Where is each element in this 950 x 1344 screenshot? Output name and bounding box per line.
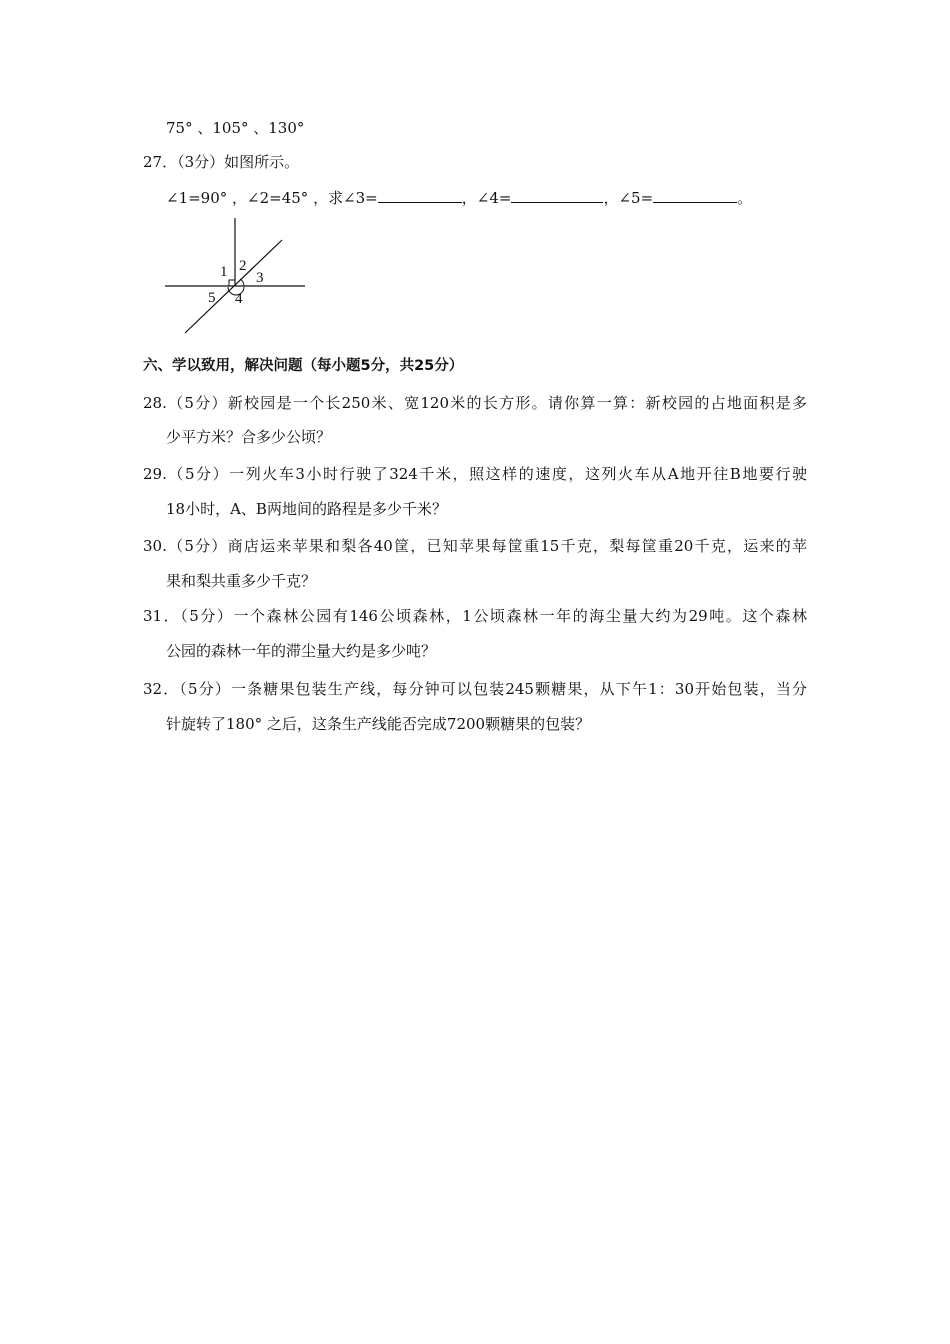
question-30-line2: 果和梨共重多少千克？: [166, 572, 317, 590]
label-2: 2: [239, 258, 247, 274]
angle-5-text: ，∠5=: [603, 189, 654, 207]
label-3: 3: [256, 270, 264, 286]
angle-4-blank[interactable]: [511, 188, 603, 203]
sentence-end: 。: [737, 189, 753, 207]
question-30-line1: 30.（5分）商店运来苹果和梨各40筐，已知苹果每筐重15千克，梨每筐重20千克，运来的苹: [143, 537, 807, 555]
question-31-line1: 31．（5分）一个森林公园有146公顷森林，1公顷森林一年的海尘量大约为29吨。这个森林: [143, 607, 807, 625]
question-27-title: 27．（3分）如图所示。: [143, 153, 300, 171]
question-29-line1: 29.（5分）一列火车3小时行驶了324千米，照这样的速度，这列火车从A地开往B地要行驶: [143, 465, 807, 483]
label-1: 1: [220, 264, 228, 280]
question-27-prompt: [166, 188, 752, 208]
question-32-line2: 针旋转了180° 之后，这条生产线能否完成7200颗糖果的包装？: [166, 715, 591, 733]
question-28-line2: 少平方米？合多少公顷？: [166, 428, 332, 446]
angle-3-blank[interactable]: [378, 188, 462, 203]
question-28-line1: 28.（5分）新校园是一个长250米、宽120米的长方形。请你算一算：新校园的占地面积是多: [143, 394, 807, 412]
angle-figure: [160, 214, 310, 338]
label-5: 5: [208, 290, 216, 306]
question-29-line2: 18小时，A、B两地间的路程是多少千米？: [166, 500, 447, 518]
section-6-heading: 六、学以致用，解决问题（每小题5分，共25分）: [143, 358, 464, 374]
angle-4-text: ，∠4=: [461, 189, 512, 207]
angle-given-text: ∠1=90° ，∠2=45° ，求∠3=: [166, 189, 378, 207]
question-32-line1: 32．（5分）一条糖果包装生产线，每分钟可以包装245颗糖果，从下午1：30开始包装，当分: [143, 680, 807, 698]
previous-answer-line: 75° 、105° 、130°: [166, 119, 305, 137]
angle-5-blank[interactable]: [653, 188, 737, 203]
question-31-line2: 公园的森林一年的滞尘量大约是多少吨？: [166, 642, 437, 660]
label-4: 4: [235, 291, 243, 307]
